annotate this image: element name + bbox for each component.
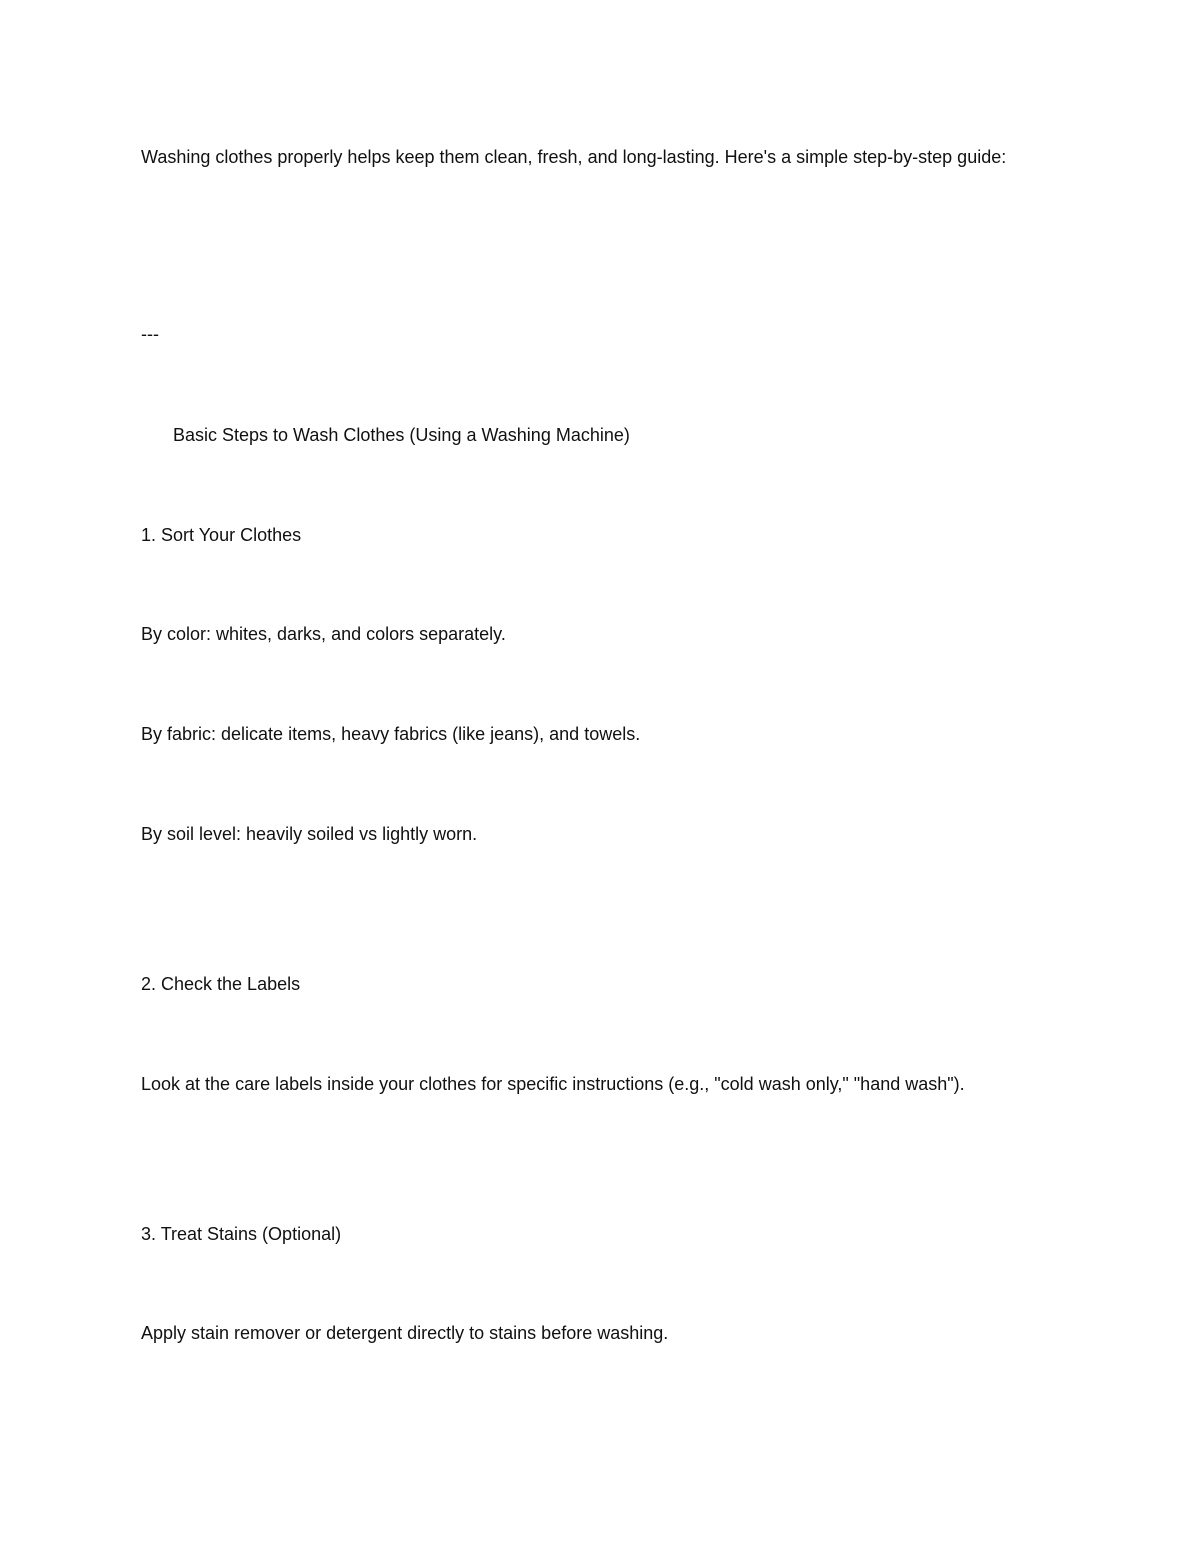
step-title: 2. Check the Labels [141, 974, 301, 994]
step-item: By fabric: delicate items, heavy fabrics (like jeans), and towels. [141, 724, 641, 744]
step-item: Apply stain remover or detergent directly to stains before washing. [141, 1323, 669, 1343]
section-heading: Basic Steps to Wash Clothes (Using a Washing Machine) [173, 425, 630, 445]
separator: --- [141, 324, 159, 344]
step-title: 3. Treat Stains (Optional) [141, 1224, 342, 1244]
intro-paragraph: Washing clothes properly helps keep them clean, fresh, and long-lasting. Here's a simple step-by-step guide: [141, 147, 1007, 167]
step-item: Look at the care labels inside your clothes for specific instructions (e.g., "cold wash only," "hand wash"). [141, 1074, 965, 1094]
step-item: By soil level: heavily soiled vs lightly worn. [141, 824, 478, 844]
step-title: 1. Sort Your Clothes [141, 525, 302, 545]
step-item: By color: whites, darks, and colors separately. [141, 624, 506, 644]
